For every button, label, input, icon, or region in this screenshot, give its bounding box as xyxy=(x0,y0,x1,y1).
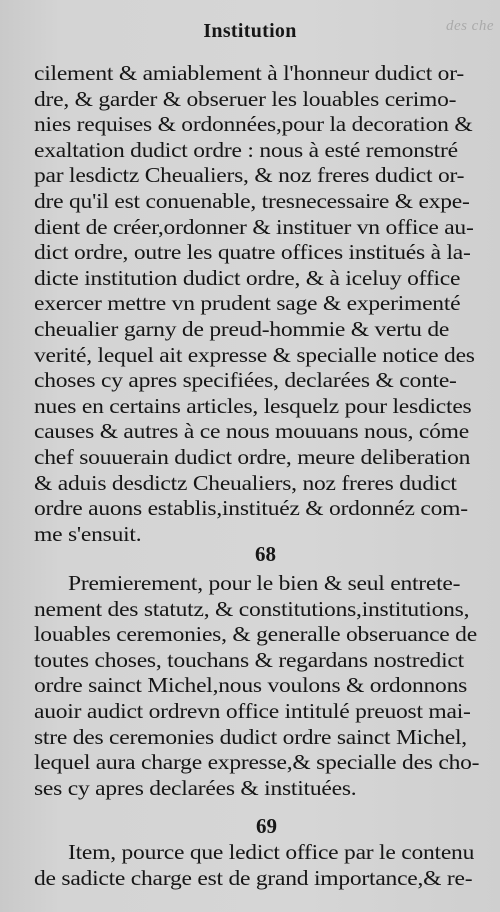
text-line: dre, & garder & obseruer les louables cerimo- xyxy=(34,86,457,111)
bleed-through-text: des che xyxy=(445,18,494,34)
text-line: Premierement, pour le bien & seul entrete- xyxy=(68,571,461,595)
text-line: causes & autres à ce nous mouuans nous, cóme xyxy=(34,419,469,444)
text-line: dient de créer,ordonner & instituer vn office au- xyxy=(34,214,474,239)
text-line: auoir audict ordrevn office intitulé preuost mai- xyxy=(34,699,471,723)
text-line: lequel aura charge expresse,& specialle des cho- xyxy=(34,750,480,775)
text-line: ses cy apres declarées & instituées. xyxy=(34,775,357,800)
text-line: dict ordre, outre les quatre offices institués à la- xyxy=(34,240,471,265)
text-line: dre qu'il est conuenable, tresnecessaire & expe- xyxy=(34,189,470,213)
text-line: Item, pource que ledict office par le contenu xyxy=(68,840,475,864)
text-line: cheualier garny de preud-hommie & vertu de xyxy=(34,317,450,341)
text-line: choses cy apres specifiées, declarées & conte- xyxy=(34,368,457,393)
text-line: exercer mettre vn prudent sage & experimenté xyxy=(34,291,461,316)
text-line: nues en certains articles, lesquelz pour lesdictes xyxy=(34,393,472,418)
text-line: ordre sainct Michel,nous voulons & ordonnons xyxy=(34,673,468,698)
text-line: nement des statutz, & constitutions,institutions, xyxy=(34,596,470,621)
text-line: stre des ceremonies dudict ordre sainct Michel, xyxy=(34,724,467,749)
text-line: chef souuerain dudict ordre, meure deliberation xyxy=(34,445,471,469)
text-line: ordre auons establis,instituéz & ordonnéz com- xyxy=(34,496,468,521)
running-head: Institution xyxy=(203,20,297,42)
text-line: cilement & amiablement à l'honneur dudict or- xyxy=(34,61,464,85)
text-line: nies requises & ordonnées,pour la decoration & xyxy=(34,112,473,137)
article-number-69: 69 xyxy=(256,814,277,838)
text-line: par lesdictz Cheualiers, & noz freres dudict or- xyxy=(34,163,465,188)
text-line: toutes choses, touchans & regardans nostredict xyxy=(34,647,464,672)
text-line: exaltation dudict ordre : nous à esté remonstré xyxy=(34,137,458,162)
text-line: verité, lequel ait expresse & specialle notice des xyxy=(34,342,475,367)
text-line: de sadicte charge est de grand importance,& re- xyxy=(34,866,473,890)
text-line: dicte institution dudict ordre, & à iceluy office xyxy=(34,265,461,290)
article-number-68: 68 xyxy=(255,542,276,566)
text-line: louables ceremonies, & generalle obseruance de xyxy=(34,622,477,647)
text-line: me s'ensuit. xyxy=(34,521,142,546)
text-line: & aduis desdictz Cheualiers, noz freres dudict xyxy=(34,470,457,495)
